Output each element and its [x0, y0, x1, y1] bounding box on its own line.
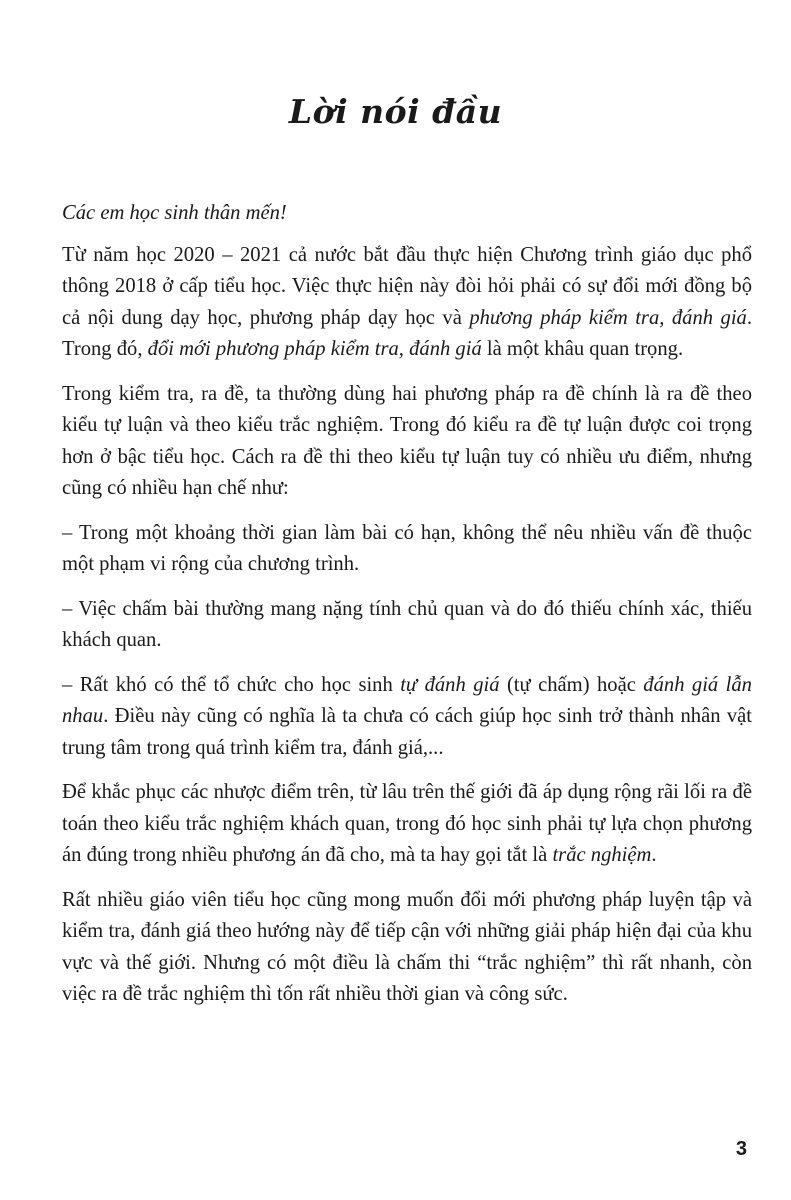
paragraph-2: Trong kiểm tra, ra đề, ta thường dùng hai phương pháp ra đề chính là ra đề theo kiểu tự luận và theo kiểu trắc nghiệm. Trong đó kiểu ra đề tự luận được coi trọng hơn ở bậc tiểu học. Cách ra đề thi theo kiểu tự luận tuy có nhiều ưu điểm, nhưng cũng có nhiều hạn chế như:: [62, 382, 752, 499]
body-text: [62, 198, 752, 1024]
b3-text-e: . Điều này cũng có nghĩa là ta chưa có cách giúp học sinh trở thành nhân vật trung tâm trong quá trình kiểm tra, đánh giá,...: [62, 705, 752, 759]
page-number: 3: [735, 1138, 747, 1160]
b3-text-c: (tự chấm) hoặc: [499, 673, 644, 696]
paragraph-4: Rất nhiều giáo viên tiểu học cũng mong muốn đổi mới phương pháp luyện tập và kiểm tra, đánh giá theo hướng này để tiếp cận với những giải pháp hiện đại của khu vực và thế giới. Nhưng có một điều là chấm thi “trắc nghiệm” thì rất nhanh, còn việc ra đề trắc nghiệm thì tốn rất nhiều thời gian và công sức.: [62, 888, 752, 1005]
p3-emphasis-b: trắc nghiệm: [552, 844, 652, 866]
b3-text-a: – Rất khó có thể tổ chức cho học sinh: [62, 673, 401, 696]
p1-emphasis-b: phương pháp kiểm tra, đánh giá: [469, 306, 747, 329]
b3-emphasis-d: đánh giá lẫn nhau: [62, 673, 752, 727]
p1-emphasis-d: đổi mới phương pháp kiểm tra, đánh giá: [147, 338, 482, 360]
p3-text-a: Để khắc phục các nhược điểm trên, từ lâu trên thế giới đã áp dụng rộng rãi lối ra đề toán theo kiểu trắc nghiệm khách quan, trong đó học sinh phải tự lựa chọn phương án đúng trong nhiều phương án đã cho, mà ta hay gọi tắt là: [62, 781, 752, 866]
bullet-2: – Việc chấm bài thường mang nặng tính chủ quan và do đó thiếu chính xác, thiếu khách quan.: [62, 597, 752, 651]
p1-text-e: là một khâu quan trọng.: [481, 338, 684, 360]
p3-text-c: .: [651, 844, 657, 866]
bullet-3: [62, 670, 752, 765]
page-title: Lời nói đầu: [288, 92, 503, 131]
paragraph-3: [62, 777, 752, 872]
bullet-1: – Trong một khoảng thời gian làm bài có hạn, không thể nêu nhiều vấn đề thuộc một phạm vi rộng của chương trình.: [62, 521, 752, 575]
paragraph-1: [62, 240, 752, 366]
b3-emphasis-b: tự đánh giá: [400, 673, 500, 696]
p1-text-a: Từ năm học 2020 – 2021 cả nước bắt đầu thực hiện Chương trình giáo dục phổ thông 2018 ở cấp tiểu học. Việc thực hiện này đòi hỏi phải có sự đổi mới đồng bộ cả nội dung dạy học, phương pháp dạy học và: [62, 243, 752, 329]
greeting: Các em học sinh thân mến!: [62, 202, 287, 224]
p1-text-c: . Trong đó,: [62, 306, 752, 360]
